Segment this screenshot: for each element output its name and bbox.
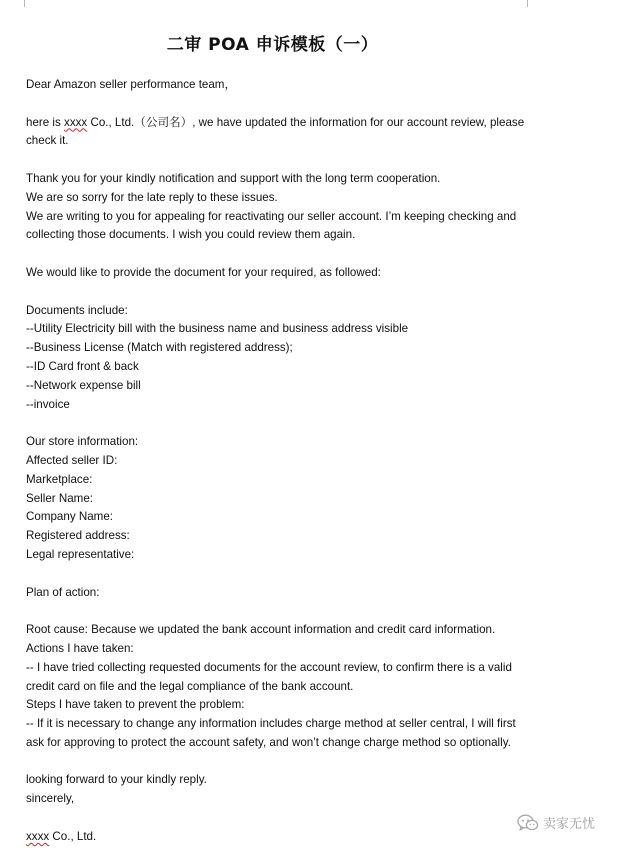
document-item: --Network expense bill [26, 378, 141, 392]
signature [26, 828, 536, 847]
watermark [517, 813, 595, 832]
greeting: Dear Amazon seller performance team， [26, 78, 237, 91]
crop-mark-right [527, 0, 538, 7]
store-field-seller-name: Seller Name: [26, 491, 94, 505]
company-placeholder: xxxx [64, 115, 88, 129]
intro-prefix: here is [26, 115, 65, 129]
document-body [26, 76, 536, 847]
actions-heading: Actions I have taken: [26, 641, 134, 655]
wechat-icon [517, 814, 539, 832]
signature-placeholder: xxxx [26, 829, 50, 843]
watermark-text: 卖家无忧 [543, 817, 596, 832]
plan-heading: Plan of action: [26, 585, 100, 599]
provide-line: We would like to provide the document for your required, as followed: [26, 265, 381, 279]
intro-rest: Co., Ltd.（公司名）, we have updated the information for our account review, please check it. [26, 115, 525, 148]
closing-line: looking forward to your kindly reply. [26, 773, 207, 787]
appeal-line: We are writing to you for appealing for reactivating our seller account. I’m keeping checking and collecting those documents. I wish you could review them again. [26, 209, 517, 242]
document-title: 二审 POA 申诉模板（一） [166, 35, 379, 55]
crop-mark-left [14, 0, 25, 7]
store-heading: Our store information: [26, 435, 139, 449]
document-item: --Business License (Match with registered address); [26, 341, 293, 355]
action-item: -- I have tried collecting requested documents for the account review, to confirm there is a valid credit card on file and the legal compliance of the bank account. [26, 660, 512, 693]
thanks-line: Thank you for your kindly notification and support with the long term cooperation. [26, 171, 441, 185]
root-cause: Root cause: Because we updated the bank account information and credit card information. [26, 623, 496, 637]
sign-off: sincerely, [26, 792, 75, 806]
step-item: -- If it is necessary to change any information includes charge method at seller central, I will first ask for approving to protect the account safety, and won’t change charge method so optionally. [26, 717, 516, 749]
store-field-legal-representative: Legal representative: [26, 547, 135, 561]
document-item: --ID Card front & back [26, 359, 139, 373]
document-item: --invoice [26, 397, 70, 411]
signature-rest: Co., Ltd. [49, 829, 97, 843]
store-field-company-name: Company Name: [26, 510, 113, 524]
steps-heading: Steps I have taken to prevent the problem: [26, 698, 245, 712]
store-field-registered-address: Registered address: [26, 529, 130, 543]
document-item: --Utility Electricity bill with the business name and business address visible [26, 322, 409, 336]
store-field-marketplace: Marketplace: [26, 472, 93, 486]
apology-line: We are so sorry for the late reply to these issues. [26, 190, 278, 204]
intro-paragraph [26, 114, 536, 152]
documents-heading: Documents include: [26, 303, 128, 317]
store-field-seller-id: Affected seller ID: [26, 453, 118, 467]
